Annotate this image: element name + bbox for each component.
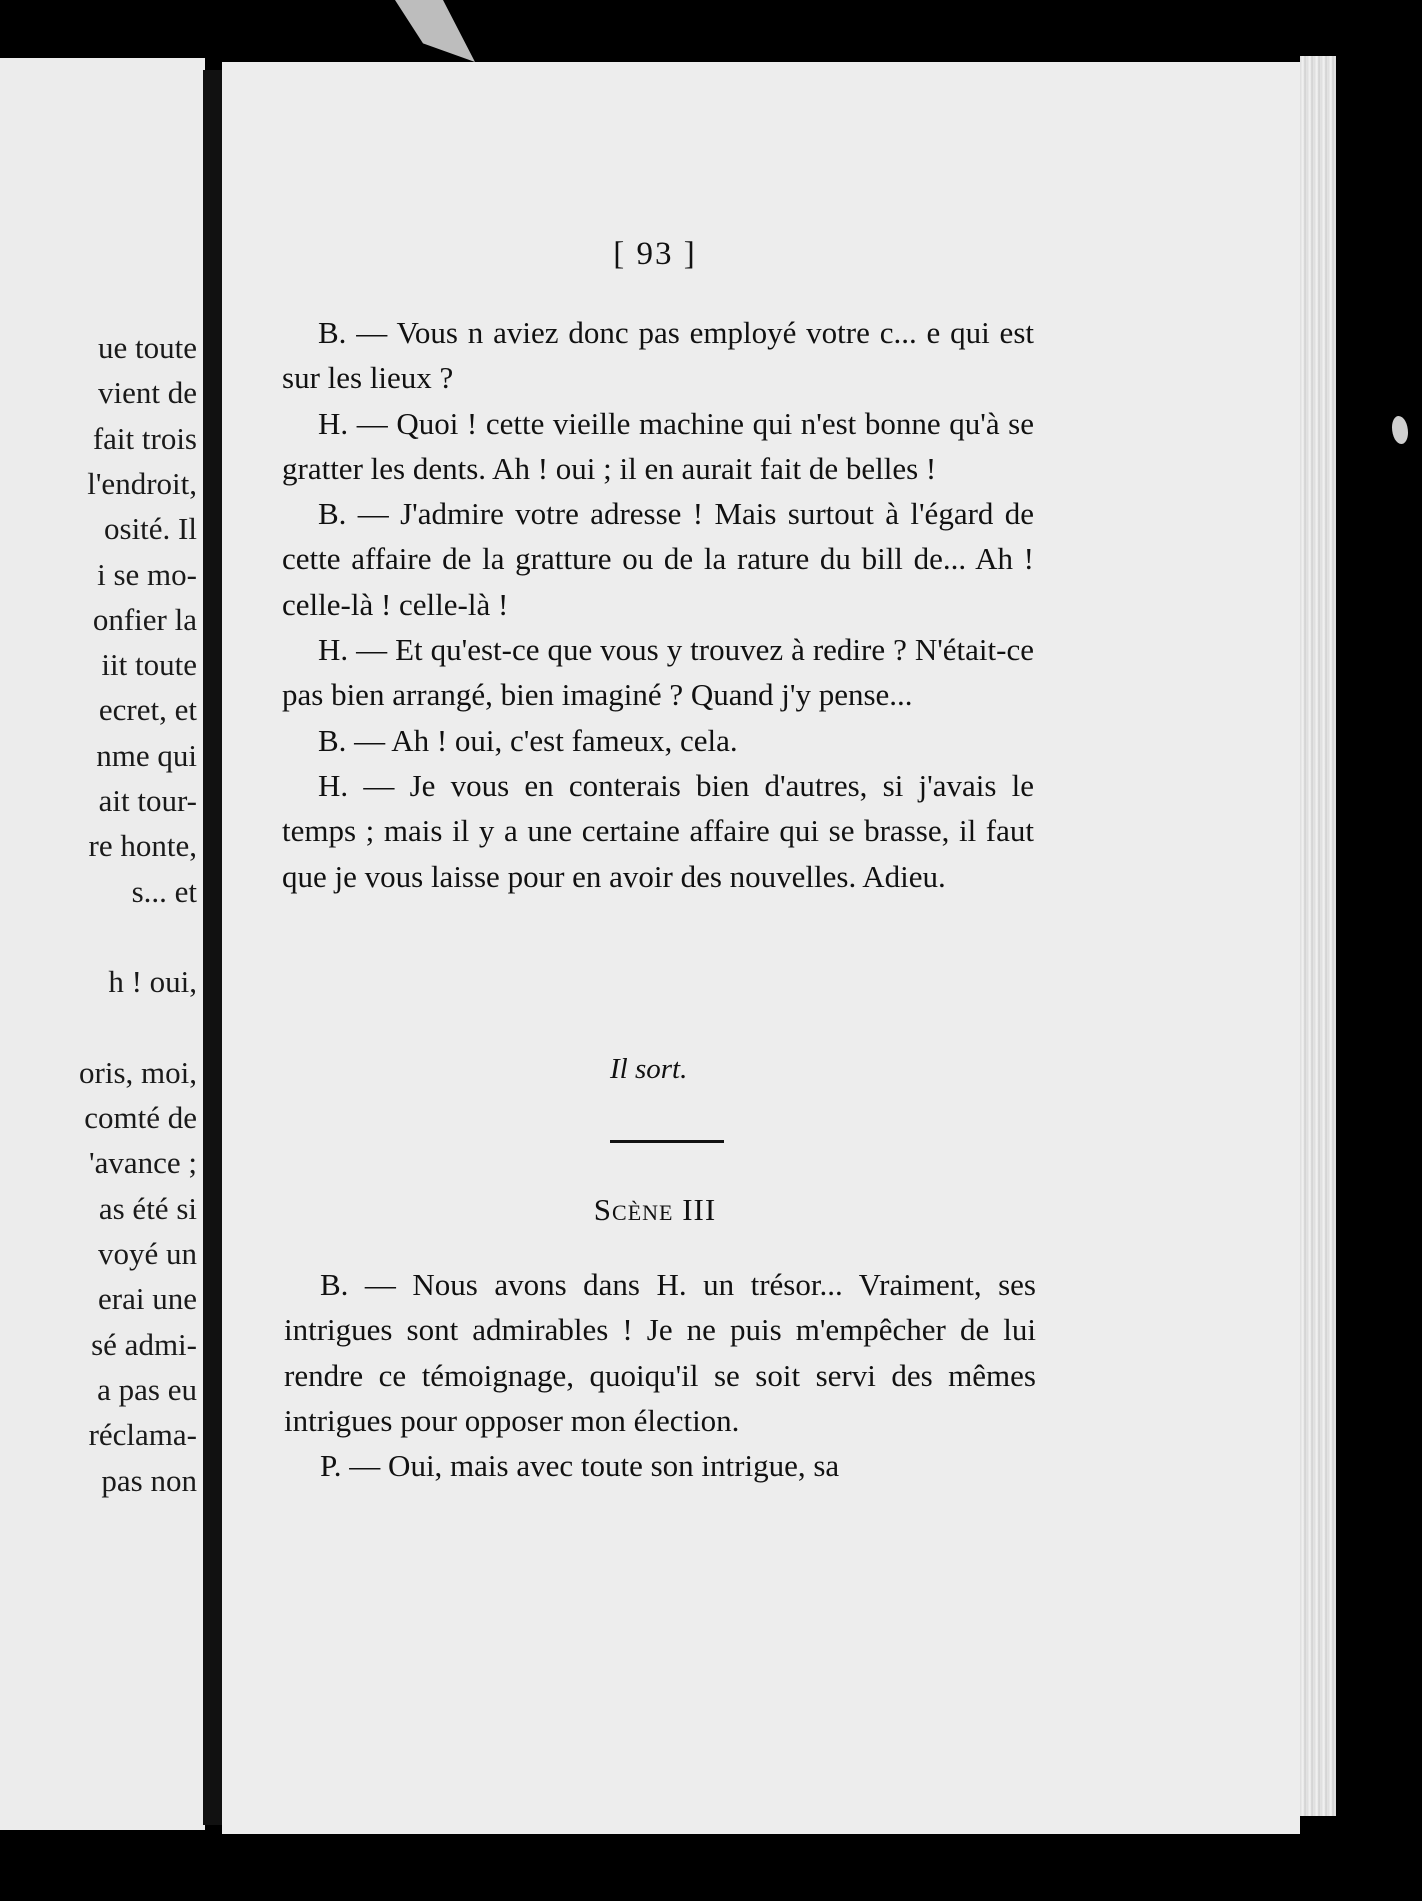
dialogue-paragraph: H. — Je vous en conterais bien d'autres, si j'avais le temps ; mais il y a une certaine affaire qui se brasse, il faut que je vous laisse pour en avoir des nouvelles. Adieu. (282, 767, 1034, 894)
left-page-line: osité. Il (104, 511, 197, 547)
dialogue-block (282, 310, 1034, 899)
page-number: [ 93 ] (613, 236, 697, 272)
page-edge (1300, 56, 1336, 1816)
left-page-line: re honte, (88, 828, 197, 864)
left-page-line: as été si (98, 1190, 197, 1226)
left-page-line: erai une (98, 1281, 197, 1317)
left-page-line: i se mo- (97, 556, 197, 592)
dialogue-paragraph: B. — Nous avons dans H. un trésor... Vraiment, ses intrigues sont admirables ! Je ne puis m'empêcher de lui rendre ce témoignage, quoiqu'il se soit servi des mêmes intrigues pour opposer mon élection. (284, 1267, 1036, 1438)
dialogue-paragraph: B. — Vous n aviez donc pas employé votre c... e qui est sur les lieux ? (282, 315, 1034, 396)
left-page-line: a pas eu (97, 1371, 197, 1407)
section-divider (610, 1140, 724, 1143)
left-page-line: onfier la (92, 601, 197, 637)
scene-dialogue-block (284, 1262, 1036, 1488)
left-page (0, 58, 205, 1830)
left-page-line: fait trois (92, 420, 197, 456)
left-page-line: vient de (98, 375, 197, 411)
left-page-line: iit toute (101, 647, 197, 683)
dialogue-paragraph: P. — Oui, mais avec toute son intrigue, sa (320, 1448, 840, 1484)
left-page-line: pas non (101, 1462, 197, 1498)
stage-direction: Il sort. (610, 1053, 688, 1085)
left-page-line: réclama- (88, 1417, 197, 1453)
dialogue-paragraph: B. — J'admire votre adresse ! Mais surtout à l'égard de cette affaire de la gratture ou de la rature du bill de... Ah ! celle-là ! celle-là ! (282, 496, 1034, 622)
left-page-line: ait tour- (98, 783, 197, 818)
left-page-line: sé admi- (91, 1326, 197, 1362)
left-page-line: comté de (84, 1100, 197, 1136)
left-page-line: h ! oui, (108, 964, 197, 1000)
left-page-line: l'endroit, (87, 465, 197, 501)
left-page-line: ue toute (98, 330, 197, 365)
left-page-line: ecret, et (98, 692, 197, 728)
left-page-line: oris, moi, (79, 1054, 197, 1090)
dialogue-paragraph: H. — Et qu'est-ce que vous y trouvez à redire ? N'était-ce pas bien arrangé, bien imaginé ? Quand j'y pense... (282, 632, 1034, 713)
edge-mark (1392, 416, 1408, 444)
torn-paper-corner (395, 0, 475, 62)
left-page-line: nme qui (96, 737, 197, 773)
left-page-line: s... et (131, 873, 197, 909)
left-page-line: 'avance ; (89, 1145, 197, 1181)
left-page-line: voyé un (97, 1236, 197, 1271)
dialogue-paragraph: H. — Quoi ! cette vieille machine qui n'est bonne qu'à se gratter les dents. Ah ! oui ; il en aurait fait de belles ! (282, 405, 1034, 486)
scene-heading: Scène III (593, 1192, 717, 1227)
dialogue-paragraph: B. — Ah ! oui, c'est fameux, cela. (318, 722, 738, 758)
